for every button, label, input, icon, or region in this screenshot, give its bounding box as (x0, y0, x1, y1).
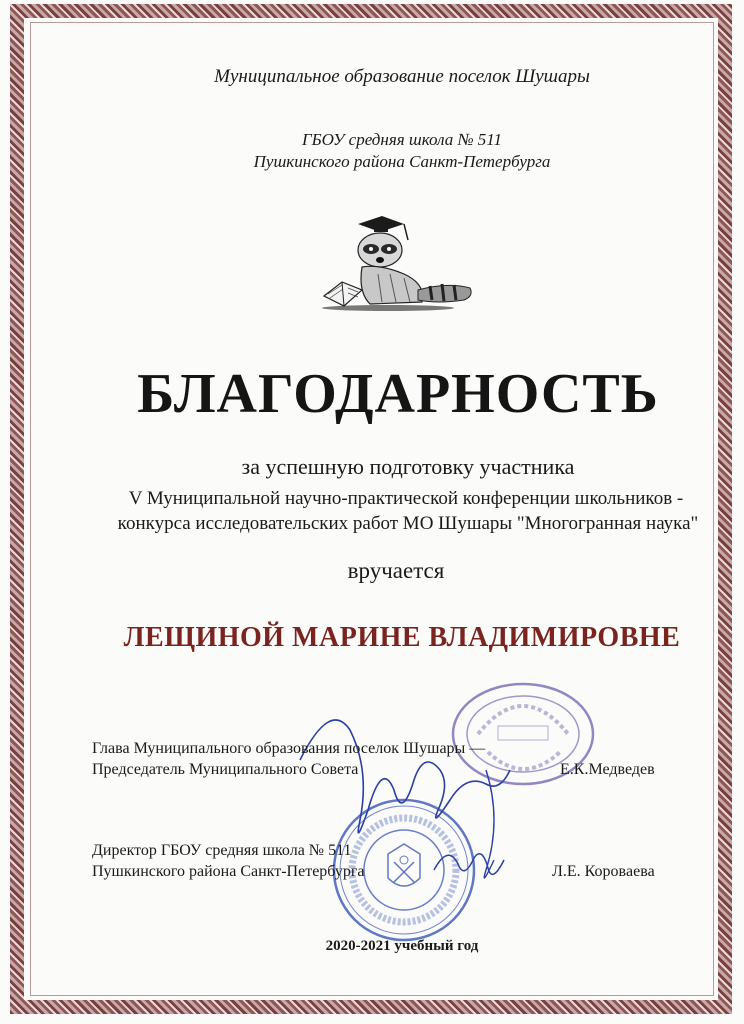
reason-line-2: V Муниципальной научно-практической конференции школьников - (128, 488, 684, 509)
raccoon-graduate-illustration (318, 212, 474, 312)
signature-director (430, 840, 510, 890)
director-signatory-name: Л.Е. Коровaева (552, 863, 655, 880)
head-title-line-1: Глава Муниципального образования поселок Шушары — (92, 740, 486, 757)
recipient-name: ЛЕЩИНОЙ МАРИНЕ ВЛАДИМИРОВНЕ (123, 622, 681, 653)
municipality-header: Муниципальное образование поселок Шушары (214, 66, 590, 87)
director-title-line-2: Пушкинского района Санкт-Петербурга (92, 863, 365, 880)
document-title: БЛАГОДАРНОСТЬ (137, 363, 659, 425)
head-signatory-name: Е.К.Медведев (560, 761, 655, 778)
school-district: Пушкинского района Санкт-Петербурга (253, 152, 551, 171)
awarded-label: вручается (347, 558, 445, 583)
school-name: ГБОУ средняя школа № 511 (301, 130, 503, 149)
academic-year: 2020-2021 учебный год (325, 938, 479, 954)
reason-line-3: конкурса исследовательских работ МО Шушары "Многогранная наука" (117, 513, 699, 534)
reason-line-1: за успешную подготовку участника (241, 454, 575, 479)
head-title-line-2: Председатель Муниципального Совета (92, 761, 359, 778)
director-title-line-1: Директор ГБОУ средняя школа № 511 (92, 842, 352, 859)
